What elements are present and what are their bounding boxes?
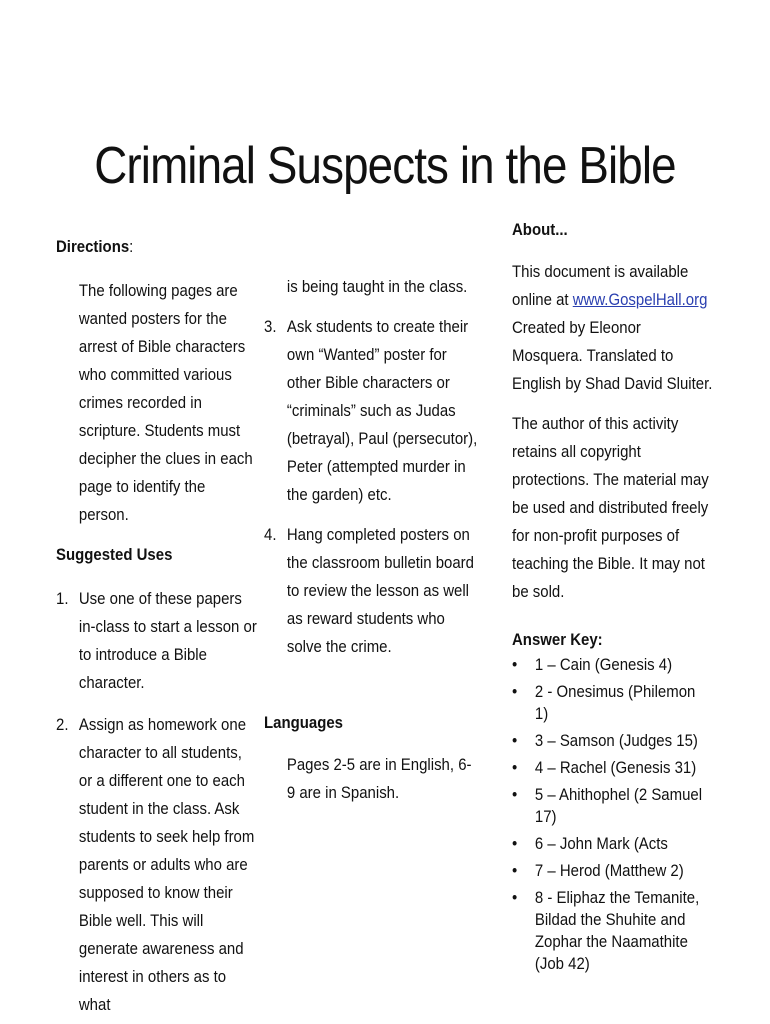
answer-text: 4 – Rachel (Genesis 31) bbox=[534, 758, 697, 777]
use-item bbox=[56, 711, 258, 1019]
answer-text: 8 - Eliphaz the Temanite, Bildad the Shuhite and Zophar the Naamathite (Job 42) bbox=[534, 888, 700, 973]
bullet-icon: • bbox=[512, 888, 518, 907]
about-heading: About... bbox=[512, 220, 568, 239]
right-column bbox=[512, 216, 713, 980]
use-number: 1. bbox=[56, 589, 69, 608]
answer-text: 5 – Ahithophel (2 Samuel 17) bbox=[534, 785, 703, 826]
answer-text: 3 – Samson (Judges 15) bbox=[534, 731, 698, 750]
bullet-icon: • bbox=[512, 655, 518, 674]
about-text bbox=[512, 258, 713, 398]
use-number: 3. bbox=[264, 317, 277, 336]
use-text: Use one of these papers in-class to start a lesson or to introduce a Bible character. bbox=[78, 589, 257, 692]
directions-label: Directions bbox=[56, 237, 130, 256]
page-title: Criminal Suspects in the Bible bbox=[94, 137, 676, 195]
answer-item bbox=[512, 887, 713, 975]
answer-text: 2 - Onesimus (Philemon 1) bbox=[534, 682, 696, 723]
bullet-icon: • bbox=[512, 834, 518, 853]
answer-key-heading: Answer Key: bbox=[512, 630, 603, 649]
answer-item bbox=[512, 784, 713, 828]
answer-text: 1 – Cain (Genesis 4) bbox=[534, 655, 673, 674]
answer-item bbox=[512, 681, 713, 725]
bullet-icon: • bbox=[512, 785, 518, 804]
answer-item bbox=[512, 757, 713, 779]
use-text: Assign as homework one character to all students, or a different one to each student in the class. Ask students to seek help from parents or adults who are supposed to know their Bible well. This will generate awareness and interest in others as to what bbox=[78, 715, 255, 1014]
languages-heading: Languages bbox=[264, 713, 343, 732]
use-number: 2. bbox=[56, 715, 69, 734]
about-prefix: This document is available online at bbox=[512, 262, 689, 309]
answer-item bbox=[512, 654, 713, 676]
suggested-uses-heading: Suggested Uses bbox=[56, 545, 173, 564]
middle-column bbox=[264, 273, 479, 807]
about-suffix: Created by Eleonor Mosquera. Translated to English by Shad David Sluiter. bbox=[512, 318, 713, 393]
use-number: 4. bbox=[264, 525, 277, 544]
directions-heading bbox=[56, 233, 258, 261]
use-item bbox=[264, 521, 479, 661]
use-text: Hang completed posters on the classroom bulletin board to review the lesson as well as reward students who solve the crime. bbox=[286, 525, 474, 656]
answer-item bbox=[512, 860, 713, 882]
answer-list bbox=[512, 654, 713, 975]
directions-colon: : bbox=[129, 237, 134, 256]
copyright-text: The author of this activity retains all copyright protections. The material may be used and distributed freely for non-profit purposes of teaching the Bible. It may not be sold. bbox=[512, 414, 709, 601]
bullet-icon: • bbox=[512, 758, 518, 777]
answer-text: 6 – John Mark (Acts bbox=[534, 834, 668, 853]
languages-text: Pages 2-5 are in English, 6-9 are in Spanish. bbox=[286, 755, 472, 802]
use-text: Ask students to create their own “Wanted” poster for other Bible characters or “criminals” such as Judas (betrayal), Paul (persecutor), Peter (attempted murder in the garden) etc. bbox=[286, 317, 478, 504]
answer-item bbox=[512, 730, 713, 752]
use-item bbox=[56, 585, 258, 697]
bullet-icon: • bbox=[512, 861, 518, 880]
left-column bbox=[56, 233, 258, 1019]
use-item bbox=[264, 313, 479, 509]
continued-text: is being taught in the class. bbox=[286, 277, 468, 296]
gospelhall-link[interactable]: www.GospelHall.org bbox=[572, 290, 708, 309]
bullet-icon: • bbox=[512, 731, 518, 750]
directions-text: The following pages are wanted posters for the arrest of Bible characters who committed various crimes recorded in scripture. Students must decipher the clues in each page to identify the person. bbox=[78, 281, 253, 524]
bullet-icon: • bbox=[512, 682, 518, 701]
answer-item bbox=[512, 833, 713, 855]
answer-text: 7 – Herod (Matthew 2) bbox=[534, 861, 684, 880]
